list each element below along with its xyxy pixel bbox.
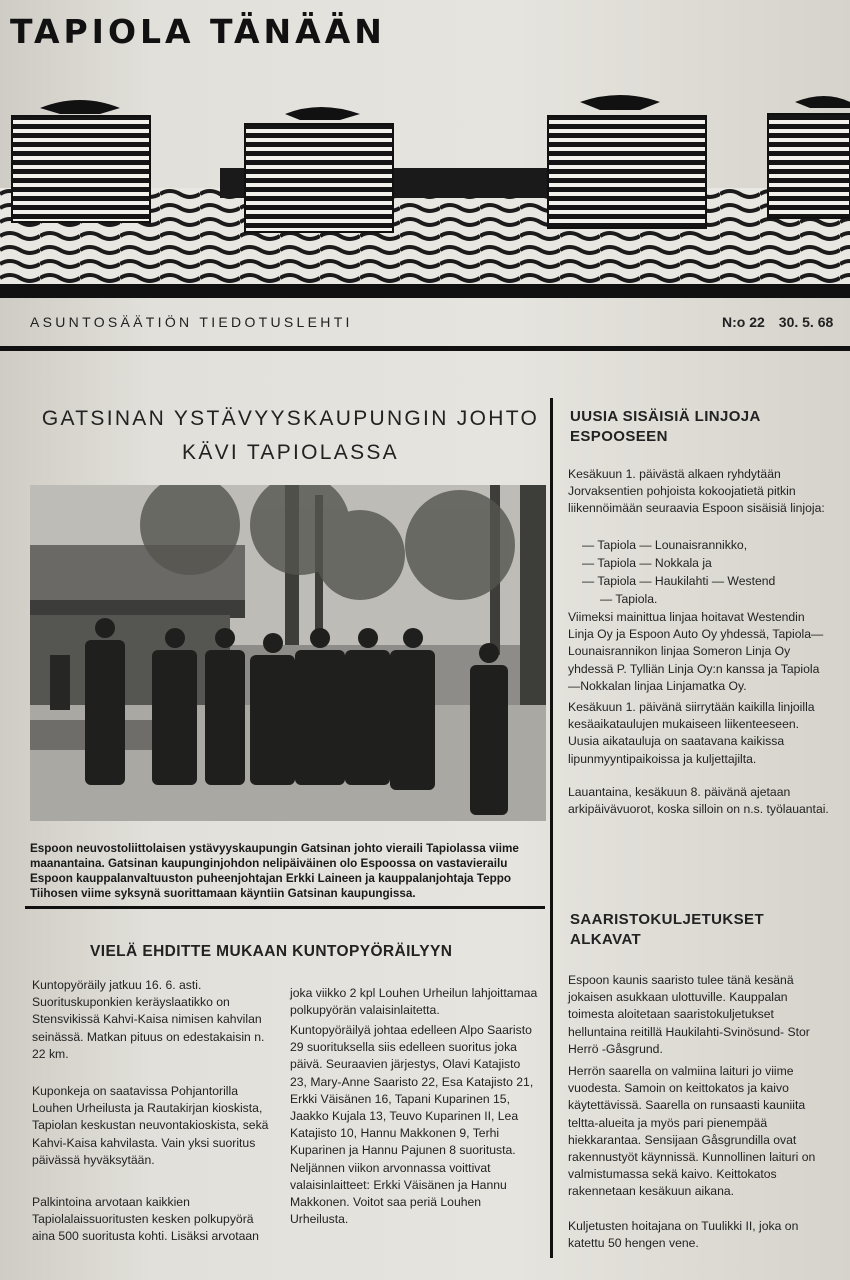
saaristo-paragraph-2: Herrön saarella on valmiina laituri jo viime vuodesta. Samoin on keittokatos ja kaivo käytettävissä. Saarella on runsaasti kauniita teltta-alueita ja myös pari pienempää hiekkarantaa. Sensijaan Gåsgrundilla ovat rakennustyöt käynnissä. Kunnollinen laituri on valmistumassa sekä kaivo. Keittokatos rakennetaan kesäkuun aikana. (568, 1064, 816, 1199)
linjat-headline: UUSIA SISÄISIÄ LINJOJA ESPOOSEEN (570, 408, 761, 445)
route-item: — Tapiola — Nokkala ja (582, 556, 712, 570)
photo-caption: Espoon neuvostoliittolaisen ystävyyskaupungin Gatsinan johto vieraili Tapiolassa viime maanantaina. Gatsinan kaupunginjohdon nelipäiväinen olo Espoossa on vastavierailu Espoon kauppalanvaltuuston puheenjohtajan Erkki Laineen ja kauppalanjohtaja Teppo Tiihosen viime syksynä suorittamaan käyntiin Gatsinan kaupungissa. (30, 841, 519, 901)
route-item: — Tapiola — Lounaisrannikko, (582, 538, 748, 552)
section-rule (25, 906, 545, 909)
masthead-subtitle: ASUNTOSÄÄTIÖN TIEDOTUSLEHTI (30, 314, 353, 330)
route-item: — Tapiola — Haukilahti — Westend (582, 574, 776, 588)
linjat-paragraph-2: Viimeksi mainittua linjaa hoitavat Westendin Linja Oy ja Espoon Auto Oy yhdessä, Tapiola—Lounaisrannikon linjaa Someron Linja Oy yhdessä P. Tylliän Linja Oy:n kanssa ja Tapiola—Nokkalan linjaa Linjamatka Oy. (568, 610, 824, 693)
main-headline-line2: KÄVI TAPIOLASSA (182, 441, 399, 464)
kunto-headline: VIELÄ EHDITTE MUKAAN KUNTOPYÖRÄILYYN (90, 943, 453, 960)
issue-number: N:o 22 (722, 314, 765, 330)
column-rule (550, 398, 553, 1258)
masthead-rule (0, 346, 850, 351)
route-item: — Tapiola. (600, 592, 658, 606)
saaristo-paragraph-1: Espoon kaunis saaristo tulee tänä kesänä jokaisen asukkaan ulottuville. Kauppalan toimesta aloitetaan saaristokuljetukset helluntaina reitillä Haukilahti-Svinösund- Stor Herrö -Gåsgrund. (568, 973, 810, 1056)
linjat-intro: Kesäkuun 1. päivästä alkaen ryhdytään Jorvaksentien pohjoista kokoojatietä pitkin liikennöimään seuraavia Espoon sisäisiä linjoja: (568, 467, 825, 516)
kunto-paragraph-3: Palkintoina arvotaan kaikkien Tapiolalaissuoritusten kesken polkupyörä aina 500 suoritusta kohti. Lisäksi arvotaan (32, 1195, 259, 1244)
saaristo-headline: SAARISTOKULJETUKSET ALKAVAT (570, 911, 765, 948)
main-headline (28, 402, 553, 470)
delegation-photo (30, 485, 546, 821)
issue-info (708, 314, 833, 330)
kunto-paragraph-4: joka viikko 2 kpl Louhen Urheilun lahjoittamaa polkupyörän valaisinlaitetta. (290, 986, 538, 1018)
kunto-paragraph-2: Kuponkeja on saatavissa Pohjantorilla Louhen Urheilusta ja Rautakirjan kioskista, Tapiolan keskustan neuvontakioskista, sekä Kahvi-Kaisa kahvilasta. Vain yksi suoritus päivässä hyväksytään. (32, 1084, 269, 1167)
masthead-skyline-illustration (0, 88, 850, 298)
linjat-route-list (582, 536, 832, 608)
kunto-paragraph-1: Kuntopyöräily jatkuu 16. 6. asti. Suorituskuponkien keräyslaatikko on Stensvikissä Kahvi-Kaisa nimisen kahvilan seinässä. Matkan pituus on edestakaisin n. 22 km. (32, 978, 265, 1061)
issue-date: 30. 5. 68 (778, 314, 834, 330)
main-headline-line1: GATSINAN YSTÄVYYSKAUPUNGIN JOHTO (41, 407, 540, 430)
linjat-paragraph-3: Kesäkuun 1. päivänä siirrytään kaikilla linjoilla kesäaikataulujen mukaiseen liikenteeseen. Uusia aikatauluja on saatavana kaikissa lipunmyyntipaikoissa ja kuljettajilta. (568, 700, 815, 766)
masthead-title: TAPIOLA TÄNÄÄN (10, 12, 386, 51)
kunto-paragraph-5: Kuntopyöräilyä johtaa edelleen Alpo Saaristo 29 suorituksella siis edelleen suoritus joka päivä. Seuraavien järjestys, Olavi Katajisto 23, Mary-Anne Saaristo 22, Esa Katajisto 21, Erkki Väisänen 16, Tapani Kuparinen 15, Jaakko Kujala 13, Teuvo Kuparinen II, Lea Katajisto 10, Hannu Makkonen 9, Terhi Kuparinen ja Hannu Pajunen 8 suoritusta. Neljännen viikon arvonnassa voittivat valaisinlaitteet: Erkki Väisänen ja Hannu Makkonen. Voitot saa periä Louhen Urheilusta. (290, 1023, 534, 1227)
linjat-paragraph-4: Lauantaina, kesäkuun 8. päivänä ajetaan arkipäivävuorot, koska silloin on n.s. työlauantai. (568, 785, 829, 817)
saaristo-paragraph-3: Kuljetusten hoitajana on Tuulikki II, joka on katettu 50 hengen vene. (568, 1219, 799, 1251)
